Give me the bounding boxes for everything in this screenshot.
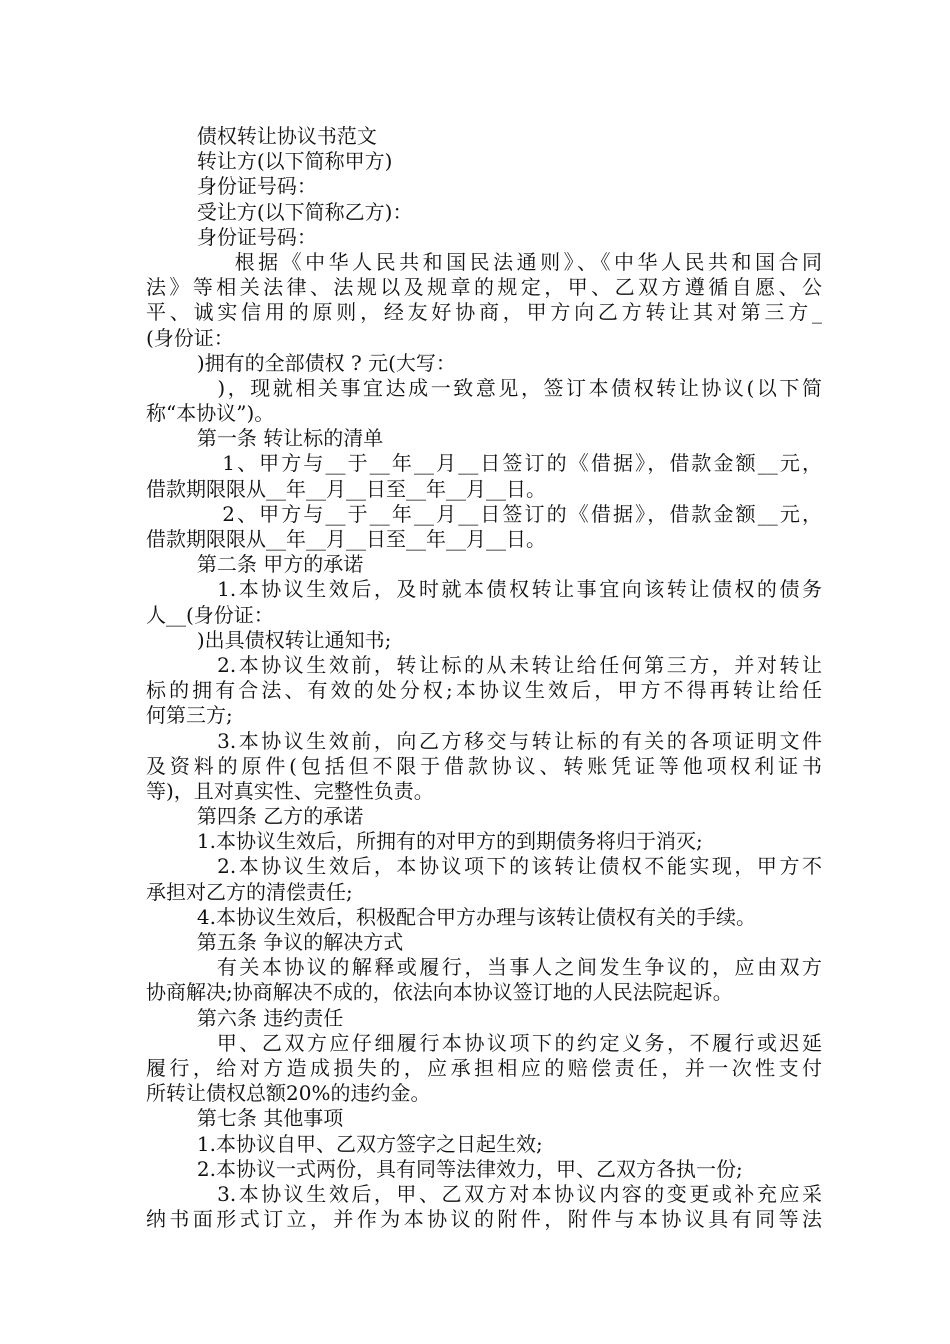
text-line: 平、诚实信用的原则，经友好协商，甲方向乙方转让其对第三方_ bbox=[146, 300, 822, 325]
text-line: 及资料的原件(包括但不限于借款协议、转账凭证等他项权利证书 bbox=[146, 753, 822, 778]
section-heading-1: 第一条 转让标的清单 bbox=[146, 426, 384, 451]
text-line: 承担对乙方的清偿责任; bbox=[146, 879, 353, 904]
transferor-id-line: 身份证号码： bbox=[146, 174, 317, 199]
text-line: 2、甲方与__于__年__月__日签订的《借据》，借款金额__元， bbox=[146, 501, 822, 526]
text-line: 1.本协议自甲、乙双方签字之日起生效; bbox=[146, 1131, 543, 1156]
text-line: 法》等相关法律、法规以及规章的规定，甲、乙双方遵循自愿、公 bbox=[146, 275, 822, 300]
text-line: 3.本协议生效后，甲、乙双方对本协议内容的变更或补充应采 bbox=[146, 1181, 822, 1206]
section-heading-7: 第七条 其他事项 bbox=[146, 1106, 344, 1131]
text-line: 1.本协议生效后，及时就本债权转让事宜向该转让债权的债务 bbox=[146, 577, 822, 602]
text-line: 2.本协议生效前，转让标的从未转让给任何第三方，并对转让 bbox=[146, 652, 822, 677]
transferee-id-line: 身份证号码： bbox=[146, 224, 317, 249]
doc-title: 债权转让协议书范文 bbox=[146, 124, 377, 148]
text-line: 履行，给对方造成损失的，应承担相应的赔偿责任，并一次性支付 bbox=[146, 1055, 822, 1080]
text-line: 根据《中华人民共和国民法通则》、《中华人民共和国合同 bbox=[146, 249, 822, 274]
transferee-line: 受让方(以下简称乙方)： bbox=[146, 199, 413, 224]
text-line: 有关本协议的解释或履行，当事人之间发生争议的，应由双方 bbox=[146, 955, 822, 980]
text-line: 2.本协议生效后，本协议项下的该转让债权不能实现，甲方不 bbox=[146, 854, 822, 879]
text-line: (身份证： bbox=[146, 325, 234, 350]
text-line: 3.本协议生效前，向乙方移交与转让标的有关的各项证明文件 bbox=[146, 728, 822, 753]
text-line: 标的拥有合法、有效的处分权;本协议生效后，甲方不得再转让给任 bbox=[146, 678, 822, 703]
text-line: 1、甲方与__于__年__月__日签订的《借据》，借款金额__元， bbox=[146, 451, 822, 476]
text-line: )，现就相关事宜达成一致意见，签订本债权转让协议(以下简 bbox=[146, 375, 822, 400]
text-line: 纳书面形式订立，并作为本协议的附件，附件与本协议具有同等法 bbox=[146, 1207, 822, 1232]
text-line: 人__(身份证： bbox=[146, 602, 274, 627]
text-line: 称“本协议”)。 bbox=[146, 401, 275, 426]
text-line: 何第三方; bbox=[146, 703, 233, 728]
text-line: )出具债权转让通知书; bbox=[146, 627, 392, 652]
text-line: 4.本协议生效后，积极配合甲方办理与该转让债权有关的手续。 bbox=[146, 904, 756, 929]
text-line: 借款期限限从__年__月__日至__年__月__日。 bbox=[146, 476, 546, 501]
section-heading-6: 第六条 违约责任 bbox=[146, 1005, 344, 1030]
section-heading-4: 第四条 乙方的承诺 bbox=[146, 804, 364, 829]
section-heading-5: 第五条 争议的解决方式 bbox=[146, 930, 404, 954]
section-heading-2: 第二条 甲方的承诺 bbox=[146, 552, 364, 577]
text-line: 所转让债权总额20%的违约金。 bbox=[146, 1081, 431, 1106]
text-line: 借款期限限从__年__月__日至__年__月__日。 bbox=[146, 527, 546, 551]
text-line: 2.本协议一式两份，具有同等法律效力，甲、乙双方各执一份; bbox=[146, 1156, 743, 1181]
text-line: 甲、乙双方应仔细履行本协议项下的约定义务，不履行或迟延 bbox=[146, 1030, 822, 1055]
text-line: )拥有的全部债权 ? 元(大写： bbox=[146, 350, 456, 375]
document-page bbox=[146, 124, 822, 1232]
text-line: 协商解决;协商解决不成的，依法向本协议签订地的人民法院起诉。 bbox=[146, 980, 733, 1005]
transferor-line: 转让方(以下简称甲方) bbox=[146, 149, 393, 174]
text-line: 等)，且对真实性、完整性负责。 bbox=[146, 778, 434, 803]
text-line: 1.本协议生效后，所拥有的对甲方的到期债务将归于消灭; bbox=[146, 829, 703, 854]
